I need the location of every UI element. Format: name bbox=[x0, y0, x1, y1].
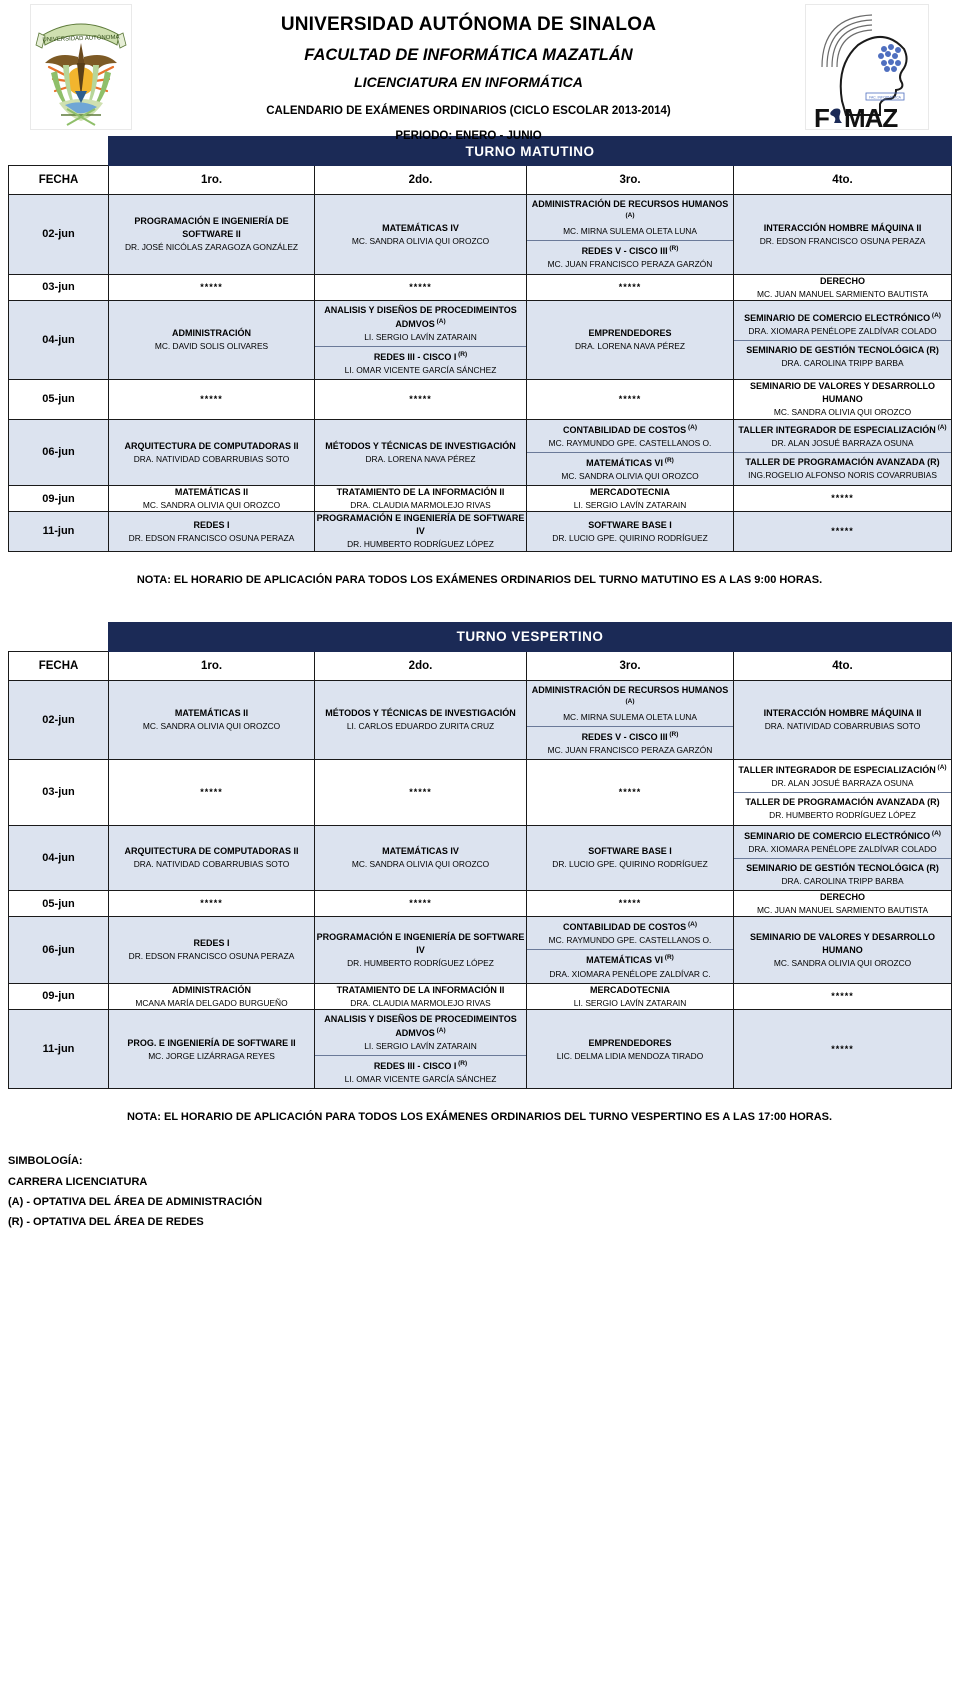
exam-cell-sem-3 bbox=[527, 983, 734, 1009]
teacher-name: LI. SERGIO LAVÍN ZATARAIN bbox=[573, 500, 687, 511]
teacher-name: MC. SANDRA OLIVIA QUI OROZCO bbox=[773, 957, 912, 968]
exam-cell-sem-2 bbox=[315, 825, 527, 890]
exam-cell-sem-1 bbox=[109, 419, 315, 485]
subject-name: MERCADOTECNIA bbox=[590, 984, 670, 995]
exam-date-cell: 05-jun bbox=[9, 380, 109, 419]
no-exam-marker: ***** bbox=[831, 1043, 854, 1054]
subject-name: EMPRENDEDORES bbox=[588, 328, 672, 339]
header-title-block bbox=[132, 4, 805, 145]
exam-cell-sem-2 bbox=[315, 680, 527, 760]
exam-subcell bbox=[734, 308, 951, 340]
exam-cell-sem-3 bbox=[527, 419, 734, 485]
teacher-name: MC. RAYMUNDO GPE. CASTELLANOS O. bbox=[548, 437, 712, 448]
table-row bbox=[9, 825, 952, 890]
optative-marker: (A) bbox=[686, 921, 697, 929]
subject-name: SEMINARIO DE COMERCIO ELECTRÓNICO $^{(A)}$ bbox=[744, 311, 941, 323]
university-name: UNIVERSIDAD AUTÓNOMA DE SINALOA bbox=[280, 14, 657, 35]
exam-subcell bbox=[315, 1055, 526, 1088]
teacher-name: DRA. LORENA NAVA PÉREZ bbox=[575, 341, 685, 352]
subject-name: TALLER INTEGRADOR DE ESPECIALIZACIÓN $^{(A)}$ bbox=[738, 764, 947, 776]
teacher-name: MC. SANDRA OLIVIA QUI OROZCO bbox=[773, 407, 912, 418]
col-header-fecha: FECHA bbox=[9, 166, 109, 195]
matutino-note: NOTA: EL HORARIO DE APLICACIÓN PARA TODOS LOS EXÁMENES ORDINARIOS DEL TURNO MATUTINO ES A LAS 9:00 HORAS. bbox=[136, 573, 823, 586]
exam-cell-sem-1 bbox=[109, 195, 315, 275]
optative-marker: (A) bbox=[935, 424, 947, 432]
exam-cell-sem-4 bbox=[734, 195, 952, 275]
vespertino-section bbox=[0, 622, 959, 1124]
turno-banner: TURNO VESPERTINO bbox=[109, 622, 952, 651]
no-exam-marker: ***** bbox=[409, 393, 432, 404]
no-exam-marker: ***** bbox=[618, 281, 642, 292]
teacher-name: DR. LUCIO GPE. QUIRINO RODRÍGUEZ bbox=[552, 532, 708, 543]
column-header-row bbox=[9, 166, 952, 195]
subject-name: PROGRAMACIÓN E INGENIERÍA DE SOFTWARE IV bbox=[316, 931, 525, 955]
matutino-body bbox=[9, 195, 952, 552]
exam-subcell bbox=[734, 858, 951, 890]
teacher-name: DRA. NATIVIDAD COBARRUBIAS SOTO bbox=[133, 859, 290, 870]
subject-name: SOFTWARE BASE I bbox=[588, 846, 672, 857]
optative-marker: (A) bbox=[625, 212, 635, 220]
exam-cell-sem-3 bbox=[527, 760, 734, 825]
subject-name: MATEMÁTICAS VI $^{(R)}$ bbox=[586, 954, 674, 966]
no-exam-marker: ***** bbox=[618, 898, 642, 909]
subject-name: MERCADOTECNIA bbox=[590, 487, 670, 498]
subject-name: DERECHO bbox=[820, 275, 866, 286]
col-header-fecha: FECHA bbox=[9, 651, 109, 680]
teacher-name: DR. LUCIO GPE. QUIRINO RODRÍGUEZ bbox=[552, 859, 708, 870]
exam-date-cell: 09-jun bbox=[9, 486, 109, 512]
teacher-name: MC. SANDRA OLIVIA QUI OROZCO bbox=[142, 500, 281, 511]
uas-crest-logo bbox=[30, 4, 132, 130]
teacher-name: DR. EDSON FRANCISCO OSUNA PERAZA bbox=[128, 532, 295, 543]
subject-name: MATEMÁTICAS IV bbox=[382, 846, 459, 857]
exam-cell-sem-3 bbox=[527, 300, 734, 380]
teacher-name: MC. JORGE LIZÁRRAGA REYES bbox=[148, 1050, 275, 1061]
turno-banner: TURNO MATUTINO bbox=[109, 137, 952, 166]
teacher-name: MC. SANDRA OLIVIA QUI OROZCO bbox=[351, 859, 490, 870]
exam-subcell bbox=[734, 792, 951, 824]
subject-name: CONTABILIDAD DE COSTOS $^{(A)}$ bbox=[562, 921, 697, 933]
teacher-name: MC. SANDRA OLIVIA QUI OROZCO bbox=[561, 470, 699, 481]
teacher-name: MC. SANDRA OLIVIA QUI OROZCO bbox=[351, 235, 490, 246]
teacher-name: LI. SERGIO LAVÍN ZATARAIN bbox=[573, 997, 687, 1008]
exam-subcell bbox=[315, 301, 526, 346]
exam-date-cell: 03-jun bbox=[9, 760, 109, 825]
exam-subcell bbox=[527, 420, 733, 452]
exam-cell-sem-3 bbox=[527, 195, 734, 275]
fimaz-logo bbox=[805, 4, 929, 130]
exam-subcell bbox=[527, 681, 733, 726]
subject-name: PROG. E INGENIERÍA DE SOFTWARE II bbox=[127, 1037, 296, 1048]
subject-name: ANALISIS Y DISEÑOS DE PROCEDIMEINTOS ADMVOS $^{(A)}$ bbox=[324, 1013, 517, 1038]
col-header-4to: 4to. bbox=[734, 651, 952, 680]
exam-date-cell: 02-jun bbox=[9, 195, 109, 275]
exam-cell-sem-4 bbox=[734, 300, 952, 380]
subject-name: REDES III - CISCO I $^{(R)}$ bbox=[373, 1060, 468, 1072]
optative-marker: (A) bbox=[686, 423, 697, 431]
no-exam-marker: ***** bbox=[831, 525, 854, 536]
teacher-name: LI. SERGIO LAVÍN ZATARAIN bbox=[364, 1041, 477, 1052]
exam-date-cell: 06-jun bbox=[9, 917, 109, 983]
subject-name: SEMINARIO DE GESTIÓN TECNOLÓGICA (R) bbox=[746, 345, 939, 355]
teacher-name: DR. HUMBERTO RODRÍGUEZ LÓPEZ bbox=[347, 957, 494, 968]
subject-name: ANALISIS Y DISEÑOS DE PROCEDIMEINTOS ADMVOS $^{(A)}$ bbox=[324, 304, 517, 329]
optative-marker: (R) bbox=[456, 1060, 468, 1068]
subject-name: SOFTWARE BASE I bbox=[588, 519, 672, 530]
optative-marker: (A) bbox=[930, 829, 941, 837]
teacher-name: MC. DAVID SOLIS OLIVARES bbox=[154, 341, 269, 352]
section-gap bbox=[0, 586, 959, 622]
svg-text:FAC. INFORMÁTICA: FAC. INFORMÁTICA bbox=[869, 95, 901, 100]
exam-cell-sem-4 bbox=[734, 983, 952, 1009]
optative-marker: (A) bbox=[434, 317, 446, 325]
teacher-name: MC. JUAN MANUEL SARMIENTO BAUTISTA bbox=[756, 288, 929, 299]
col-header-3ro: 3ro. bbox=[527, 166, 734, 195]
exam-cell-sem-1 bbox=[109, 512, 315, 551]
teacher-name: MC. JUAN FRANCISCO PERAZA GARZÓN bbox=[547, 744, 713, 755]
vespertino-note: NOTA: EL HORARIO DE APLICACIÓN PARA TODOS LOS EXÁMENES ORDINARIOS DEL TURNO VESPERTINO ES A LAS 17:00 HORAS. bbox=[126, 1111, 833, 1124]
exam-cell-sem-1 bbox=[109, 760, 315, 825]
vespertino-body bbox=[9, 680, 952, 1089]
subject-name: ARQUITECTURA DE COMPUTADORAS II bbox=[124, 440, 299, 451]
table-row bbox=[9, 195, 952, 275]
uas-crest-icon bbox=[31, 5, 131, 129]
exam-cell-sem-4 bbox=[734, 419, 952, 485]
exam-subcell bbox=[315, 346, 526, 379]
exam-date-cell: 09-jun bbox=[9, 983, 109, 1009]
no-exam-marker: ***** bbox=[409, 786, 432, 797]
exam-cell-sem-1 bbox=[109, 825, 315, 890]
exam-subcell bbox=[315, 1010, 526, 1055]
exam-cell-sem-4 bbox=[734, 680, 952, 760]
exam-cell-sem-3 bbox=[527, 890, 734, 916]
no-exam-marker: ***** bbox=[200, 786, 223, 797]
subject-name: TALLER INTEGRADOR DE ESPECIALIZACIÓN $^{(A)}$ bbox=[738, 424, 947, 436]
legend-title: SIMBOLOGÍA: bbox=[8, 1155, 83, 1168]
teacher-name: LI. OMAR VICENTE GARCÍA SÁNCHEZ bbox=[344, 1074, 497, 1085]
exam-cell-sem-1 bbox=[109, 380, 315, 419]
exam-cell-sem-2 bbox=[315, 486, 527, 512]
subject-name: MÉTODOS Y TÉCNICAS DE INVESTIGACIÓN bbox=[325, 440, 516, 451]
no-exam-marker: ***** bbox=[831, 493, 854, 504]
program-name: LICENCIATURA EN INFORMÁTICA bbox=[354, 74, 583, 91]
banner-spacer bbox=[9, 622, 109, 651]
period-subtitle: PERIODO: ENERO - JUNIO bbox=[395, 129, 542, 142]
exam-subcell bbox=[734, 420, 951, 452]
no-exam-marker: ***** bbox=[409, 281, 432, 292]
no-exam-marker: ***** bbox=[200, 898, 223, 909]
optative-marker: (R) bbox=[663, 954, 674, 962]
optative-marker: (A) bbox=[930, 311, 941, 319]
teacher-name: DRA. NATIVIDAD COBARRUBIAS SOTO bbox=[133, 453, 290, 464]
table-row bbox=[9, 983, 952, 1009]
teacher-name: DRA. NATIVIDAD COBARRUBIAS SOTO bbox=[764, 721, 921, 732]
exam-date-cell: 06-jun bbox=[9, 419, 109, 485]
table-row bbox=[9, 274, 952, 300]
teacher-name: DRA. XIOMARA PENÉLOPE ZALDÍVAR COLADO bbox=[748, 843, 937, 854]
exam-cell-sem-1 bbox=[109, 486, 315, 512]
exam-cell-sem-2 bbox=[315, 300, 527, 380]
svg-text:MAZ: MAZ bbox=[844, 103, 898, 129]
exam-cell-sem-4 bbox=[734, 486, 952, 512]
exam-subcell bbox=[527, 917, 733, 949]
no-exam-marker: ***** bbox=[831, 990, 854, 1001]
teacher-name: DR. HUMBERTO RODRÍGUEZ LÓPEZ bbox=[347, 539, 494, 550]
no-exam-marker: ***** bbox=[200, 281, 223, 292]
optative-marker: (R) bbox=[663, 456, 674, 464]
optative-marker: (A) bbox=[434, 1026, 446, 1034]
exam-cell-sem-3 bbox=[527, 486, 734, 512]
subject-name: EMPRENDEDORES bbox=[588, 1037, 672, 1048]
exam-cell-sem-2 bbox=[315, 890, 527, 916]
table-row bbox=[9, 917, 952, 983]
teacher-name: ING.ROGELIO ALFONSO NORIS COVARRUBIAS bbox=[748, 470, 937, 481]
exam-cell-sem-3 bbox=[527, 380, 734, 419]
exam-cell-sem-2 bbox=[315, 983, 527, 1009]
vespertino-table bbox=[8, 622, 952, 1090]
optative-marker: (R) bbox=[456, 351, 468, 359]
teacher-name: LI. OMAR VICENTE GARCÍA SÁNCHEZ bbox=[344, 365, 497, 376]
subject-name: ADMINISTRACIÓN bbox=[172, 328, 251, 339]
subject-name: MÉTODOS Y TÉCNICAS DE INVESTIGACIÓN bbox=[325, 708, 516, 719]
teacher-name: DR. HUMBERTO RODRÍGUEZ LÓPEZ bbox=[769, 810, 916, 821]
exam-subcell bbox=[527, 949, 733, 982]
subject-name: MATEMÁTICAS IV bbox=[382, 222, 459, 233]
exam-cell-sem-2 bbox=[315, 419, 527, 485]
faculty-name: FACULTAD DE INFORMÁTICA MAZATLÁN bbox=[304, 45, 633, 64]
optative-marker: (R) bbox=[667, 245, 679, 253]
exam-subcell bbox=[734, 760, 951, 792]
teacher-name: MC. MIRNA SULEMA OLETA LUNA bbox=[563, 226, 697, 237]
banner-spacer bbox=[9, 137, 109, 166]
exam-cell-sem-2 bbox=[315, 760, 527, 825]
exam-date-cell: 11-jun bbox=[9, 1009, 109, 1089]
subject-name: REDES I bbox=[193, 519, 230, 530]
legend-line-1: CARRERA LICENCIATURA bbox=[8, 1175, 148, 1188]
teacher-name: DR. EDSON FRANCISCO OSUNA PERAZA bbox=[128, 951, 295, 962]
exam-cell-sem-4 bbox=[734, 512, 952, 551]
exam-date-cell: 04-jun bbox=[9, 300, 109, 380]
exam-date-cell: 04-jun bbox=[9, 825, 109, 890]
subject-name: TRATAMIENTO DE LA INFORMACIÓN II bbox=[336, 487, 505, 498]
teacher-name: MC. MIRNA SULEMA OLETA LUNA bbox=[563, 711, 697, 722]
exam-cell-sem-2 bbox=[315, 195, 527, 275]
exam-subcell bbox=[734, 826, 951, 858]
subject-name: MATEMÁTICAS II bbox=[174, 708, 249, 719]
exam-cell-sem-1 bbox=[109, 983, 315, 1009]
svg-text:UNIVERSIDAD AUTÓNOMA: UNIVERSIDAD AUTÓNOMA bbox=[42, 34, 120, 44]
exam-cell-sem-1 bbox=[109, 917, 315, 983]
optative-marker: (A) bbox=[625, 697, 635, 705]
teacher-name: DRA. XIOMARA PENÉLOPE ZALDÍVAR C. bbox=[549, 968, 711, 979]
col-header-4to: 4to. bbox=[734, 166, 952, 195]
subject-name: TALLER DE PROGRAMACIÓN AVANZADA (R) bbox=[745, 797, 940, 808]
no-exam-marker: ***** bbox=[618, 393, 642, 404]
exam-cell-sem-4 bbox=[734, 380, 952, 419]
subject-name: REDES III - CISCO I $^{(R)}$ bbox=[373, 351, 468, 363]
subject-name: SEMINARIO DE GESTIÓN TECNOLÓGICA (R) bbox=[746, 862, 939, 873]
teacher-name: DRA. XIOMARA PENÉLOPE ZALDÍVAR COLADO bbox=[748, 325, 937, 336]
teacher-name: LI. SERGIO LAVÍN ZATARAIN bbox=[364, 331, 477, 342]
exam-date-cell: 11-jun bbox=[9, 512, 109, 551]
exam-cell-sem-1 bbox=[109, 300, 315, 380]
exam-cell-sem-2 bbox=[315, 512, 527, 551]
teacher-name: DRA. LORENA NAVA PÉREZ bbox=[365, 453, 476, 464]
table-row bbox=[9, 300, 952, 380]
teacher-name: DRA. CAROLINA TRIPP BARBA bbox=[781, 358, 904, 369]
subject-name: SEMINARIO DE COMERCIO ELECTRÓNICO $^{(A)}$ bbox=[744, 829, 941, 841]
teacher-name: DRA. CLAUDIA MARMOLEJO RIVAS bbox=[350, 997, 491, 1008]
exam-subcell bbox=[527, 452, 733, 485]
column-header-row bbox=[9, 651, 952, 680]
table-row bbox=[9, 1009, 952, 1089]
teacher-name: MC. JUAN MANUEL SARMIENTO BAUTISTA bbox=[756, 905, 929, 916]
table-row bbox=[9, 419, 952, 485]
exam-cell-sem-2 bbox=[315, 380, 527, 419]
exam-cell-sem-1 bbox=[109, 274, 315, 300]
teacher-name: LI. CARLOS EDUARDO ZURITA CRUZ bbox=[346, 721, 495, 732]
legend-line-2: (A) - OPTATIVA DEL ÁREA DE ADMINISTRACIÓN bbox=[8, 1196, 263, 1209]
subject-name: ADMINISTRACIÓN DE RECURSOS HUMANOS $^{(A)}$ bbox=[531, 199, 729, 220]
subject-name: REDES V - CISCO III $^{(R)}$ bbox=[581, 730, 679, 742]
subject-name: PROGRAMACIÓN E INGENIERÍA DE SOFTWARE II bbox=[134, 216, 289, 240]
legend-line-3: (R) - OPTATIVA DEL ÁREA DE REDES bbox=[8, 1216, 204, 1229]
subject-name: ADMINISTRACIÓN DE RECURSOS HUMANOS $^{(A)}$ bbox=[531, 684, 729, 705]
exam-cell-sem-4 bbox=[734, 760, 952, 825]
exam-cell-sem-3 bbox=[527, 274, 734, 300]
optative-marker: (R) bbox=[667, 730, 679, 738]
table-row bbox=[9, 486, 952, 512]
table-row bbox=[9, 760, 952, 825]
subject-name: CONTABILIDAD DE COSTOS $^{(A)}$ bbox=[562, 423, 697, 435]
col-header-3ro: 3ro. bbox=[527, 651, 734, 680]
exam-cell-sem-4 bbox=[734, 274, 952, 300]
table-row bbox=[9, 890, 952, 916]
svg-text:F: F bbox=[814, 103, 829, 129]
table-row bbox=[9, 512, 952, 551]
teacher-name: DRA. CAROLINA TRIPP BARBA bbox=[781, 875, 904, 886]
no-exam-marker: ***** bbox=[200, 393, 223, 404]
fimaz-head-icon bbox=[806, 5, 928, 129]
teacher-name: DR. EDSON FRANCISCO OSUNA PERAZA bbox=[759, 235, 926, 246]
legend-block bbox=[0, 1123, 959, 1232]
banner-row bbox=[9, 622, 952, 651]
exam-subcell bbox=[734, 340, 951, 372]
matutino-table bbox=[8, 136, 952, 552]
subject-name: ARQUITECTURA DE COMPUTADORAS II bbox=[124, 846, 299, 857]
exam-cell-sem-4 bbox=[734, 890, 952, 916]
teacher-name: DR. ALAN JOSUÉ BARRAZA OSUNA bbox=[771, 438, 914, 449]
teacher-name: DR. JOSÉ NICÓLAS ZARAGOZA GONZÁLEZ bbox=[124, 242, 299, 253]
teacher-name: MCANA MARÍA DELGADO BURGUEÑO bbox=[135, 997, 288, 1008]
col-header-2do: 2do. bbox=[315, 651, 527, 680]
no-exam-marker: ***** bbox=[409, 898, 432, 909]
exam-cell-sem-1 bbox=[109, 890, 315, 916]
exam-cell-sem-3 bbox=[527, 1009, 734, 1089]
teacher-name: MC. RAYMUNDO GPE. CASTELLANOS O. bbox=[548, 935, 712, 946]
subject-name: TRATAMIENTO DE LA INFORMACIÓN II bbox=[336, 984, 505, 995]
document-header bbox=[0, 0, 959, 142]
subject-name: DERECHO bbox=[820, 891, 866, 902]
exam-cell-sem-3 bbox=[527, 512, 734, 551]
subject-name: MATEMÁTICAS II bbox=[174, 487, 249, 498]
col-header-2do: 2do. bbox=[315, 166, 527, 195]
exam-cell-sem-4 bbox=[734, 917, 952, 983]
subject-name: REDES V - CISCO III $^{(R)}$ bbox=[581, 245, 679, 257]
exam-cell-sem-1 bbox=[109, 1009, 315, 1089]
subject-name: REDES I bbox=[193, 938, 230, 949]
exam-cell-sem-4 bbox=[734, 1009, 952, 1089]
exam-date-cell: 02-jun bbox=[9, 680, 109, 760]
exam-cell-sem-4 bbox=[734, 825, 952, 890]
exam-cell-sem-2 bbox=[315, 274, 527, 300]
exam-cell-sem-1 bbox=[109, 680, 315, 760]
optative-marker: (A) bbox=[935, 764, 947, 772]
subject-name: TALLER DE PROGRAMACIÓN AVANZADA (R) bbox=[745, 457, 940, 468]
subject-name: INTERACCIÓN HOMBRE MÁQUINA II bbox=[763, 708, 922, 719]
exam-subcell bbox=[527, 726, 733, 759]
subject-name: INTERACCIÓN HOMBRE MÁQUINA II bbox=[763, 222, 922, 233]
subject-name: ADMINISTRACIÓN bbox=[172, 984, 251, 995]
table-row bbox=[9, 680, 952, 760]
exam-subcell bbox=[734, 452, 951, 484]
teacher-name: DR. ALAN JOSUÉ BARRAZA OSUNA bbox=[771, 778, 914, 789]
col-header-1ro: 1ro. bbox=[109, 166, 315, 195]
exam-subcell bbox=[527, 195, 733, 240]
table-row bbox=[9, 380, 952, 419]
exam-cell-sem-2 bbox=[315, 917, 527, 983]
subject-name: PROGRAMACIÓN E INGENIERÍA DE SOFTWARE IV bbox=[316, 513, 525, 537]
teacher-name: MC. JUAN FRANCISCO PERAZA GARZÓN bbox=[547, 259, 713, 270]
teacher-name: DRA. CLAUDIA MARMOLEJO RIVAS bbox=[350, 500, 491, 511]
exam-date-cell: 05-jun bbox=[9, 890, 109, 916]
exam-subcell bbox=[527, 240, 733, 273]
subject-name: MATEMÁTICAS VI $^{(R)}$ bbox=[586, 456, 674, 468]
teacher-name: MC. SANDRA OLIVIA QUI OROZCO bbox=[142, 721, 281, 732]
no-exam-marker: ***** bbox=[618, 786, 642, 797]
exam-cell-sem-2 bbox=[315, 1009, 527, 1089]
teacher-name: LIC. DELMA LIDIA MENDOZA TIRADO bbox=[556, 1050, 704, 1061]
matutino-section bbox=[0, 136, 959, 586]
exam-cell-sem-3 bbox=[527, 825, 734, 890]
exam-cell-sem-3 bbox=[527, 680, 734, 760]
exam-date-cell: 03-jun bbox=[9, 274, 109, 300]
col-header-1ro: 1ro. bbox=[109, 651, 315, 680]
exam-cell-sem-3 bbox=[527, 917, 734, 983]
subject-name: SEMINARIO DE VALORES Y DESARROLLO HUMANO bbox=[749, 931, 936, 955]
calendar-subtitle: CALENDARIO DE EXÁMENES ORDINARIOS (CICLO ESCOLAR 2013-2014) bbox=[266, 105, 671, 118]
subject-name: SEMINARIO DE VALORES Y DESARROLLO HUMANO bbox=[750, 381, 936, 405]
